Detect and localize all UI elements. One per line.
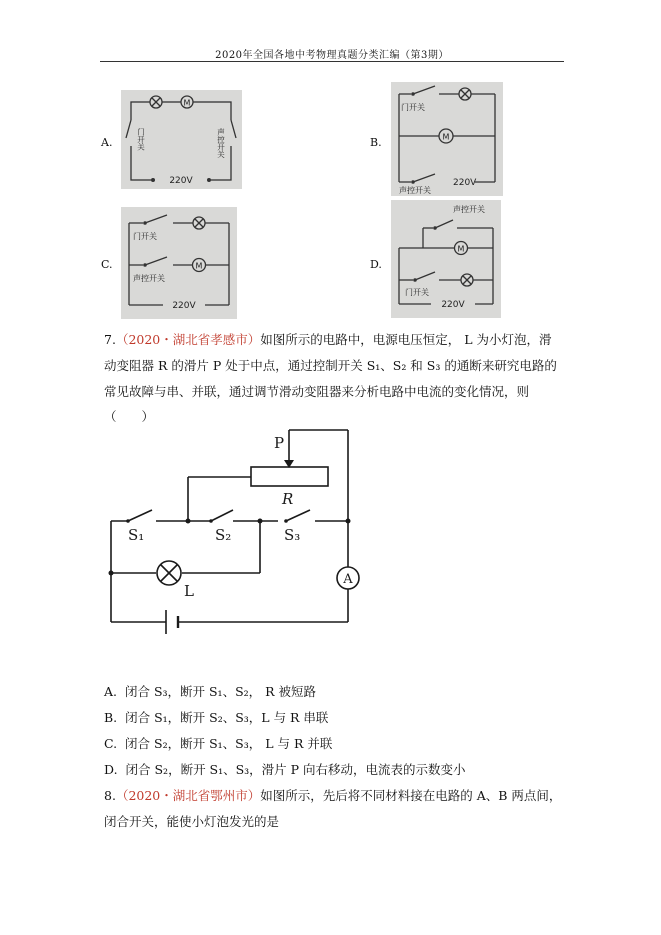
svg-text:M: M [183,98,191,108]
option-a-letter: A. [101,136,113,149]
option-c-voltage: 220V [172,301,196,311]
slider-p-label: P [274,434,285,452]
option-c-door-label: 门开关 [133,232,157,241]
option-d-sound-label: 声控开关 [453,205,485,214]
option-a-voltage: 220V [169,176,193,186]
switch-s2-label: S₂ [215,526,232,544]
option-c-diagram [121,207,237,319]
rheostat-r-label: R [282,490,294,508]
lamp-l-label: L [184,582,194,600]
header-rule [100,61,564,62]
question-8-line-1 [104,786,561,804]
option-c-sound-label: 声控开关 [133,274,165,283]
answer-d-letter: D. [104,762,118,777]
ammeter-a-label: A [343,572,353,587]
option-a-door-label: 门开关 [136,128,146,151]
option-d-diagram [391,200,501,318]
question-7-line-2: 动变阻器 R 的滑片 P 处于中点，通过控制开关 S₁、S₂ 和 S₃ 的通断来研究电路的 [104,358,557,373]
svg-text:M: M [457,244,465,254]
switch-s1-label: S₁ [128,526,145,544]
svg-text:M: M [442,132,450,142]
svg-text:M: M [195,261,203,271]
question-7-line-3: 常见故障与串、并联，通过调节滑动变阻器来分析电路中电流的变化情况，则 [104,384,530,399]
question-7-circuit [100,426,364,654]
option-d-door-label: 门开关 [405,288,429,297]
switch-s3-label: S₃ [284,526,301,544]
option-b-letter: B. [370,136,382,149]
question-7-source: （2020・湖北省孝感市） [115,332,261,347]
question-7-text-1: 如图所示的电路中，电源电压恒定， L 为小灯泡，滑 [260,332,552,347]
option-a-diagram [121,90,242,189]
answer-b [104,708,328,726]
option-d-voltage: 220V [441,300,465,310]
option-b-door-label: 门开关 [401,103,425,112]
option-b-sound-label: 声控开关 [399,186,431,195]
answer-a-letter: A. [104,684,118,699]
answer-b-letter: B. [104,710,118,725]
question-7-number: 7. [104,332,116,347]
answer-b-text: 闭合 S₁，断开 S₂、S₃，L 与 R 串联 [125,710,329,725]
question-8-line-2: 闭合开关，能使小灯泡发光的是 [104,814,280,829]
answer-d [104,760,466,778]
option-b-voltage: 220V [453,178,477,188]
answer-c-text: 闭合 S₂，断开 S₁、S₃， L 与 R 并联 [125,736,333,751]
question-7-line-1 [104,330,552,348]
option-d-letter: D. [370,258,382,271]
answer-a-text: 闭合 S₃，断开 S₁、S₂， R 被短路 [124,684,316,699]
answer-d-text: 闭合 S₂，断开 S₁、S₃，滑片 P 向右移动，电流表的示数变小 [125,762,466,777]
option-b-diagram [391,82,503,196]
question-7-blank: （ ） [104,409,155,424]
question-8-source: （2020・湖北省鄂州市） [115,788,261,803]
question-8-text-1: 如图所示，先后将不同材料接在电路的 A、B 两点间， [260,788,562,803]
answer-a [104,682,316,700]
answer-c [104,734,332,752]
option-c-letter: C. [101,258,113,271]
question-8-number: 8. [104,788,116,803]
answer-c-letter: C. [104,736,118,751]
page-header: 2020年全国各地中考物理真题分类汇编（第3期） [215,50,449,61]
option-a-sound-label: 声控开关 [216,128,226,158]
